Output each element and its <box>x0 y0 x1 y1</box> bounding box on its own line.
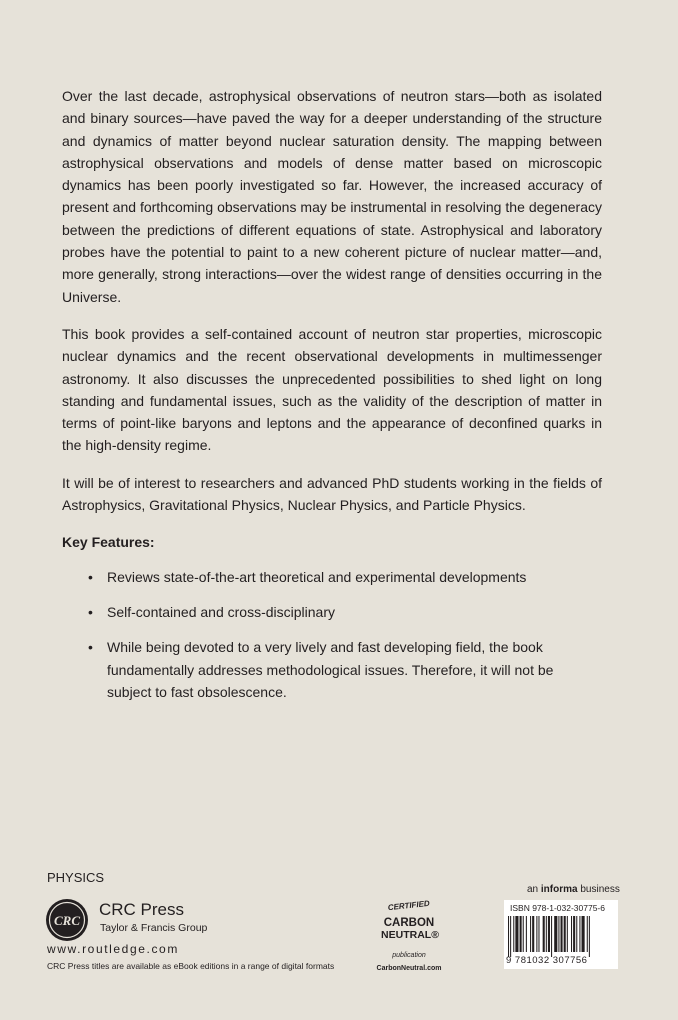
key-features-heading: Key Features: <box>62 534 155 551</box>
barcode-bar <box>523 916 524 952</box>
key-features-list <box>62 566 602 703</box>
list-item <box>62 636 577 703</box>
publisher-group: Taylor & Francis Group <box>100 922 208 934</box>
barcode-bar <box>513 916 514 952</box>
barcode-bar <box>554 916 557 952</box>
barcode-bar <box>532 916 534 952</box>
badge-top-text: CERTIFIED <box>387 898 431 913</box>
barcode-bar <box>515 916 518 952</box>
barcode-bar <box>510 916 511 957</box>
barcode-bar <box>561 916 563 952</box>
barcode-bar <box>543 916 545 952</box>
barcode-bar <box>526 916 527 952</box>
crc-logo-icon <box>45 898 89 942</box>
barcode-bar <box>567 916 568 952</box>
description-paragraph-3: It will be of interest to researchers and advanced PhD students working in the fields of Astrophysics, Gravitational Physics, Nuclear Physics, and Particle Physics. <box>62 474 602 514</box>
bullet-icon: • <box>88 568 93 585</box>
informa-suffix: business <box>577 884 620 895</box>
barcode-bar <box>551 916 552 957</box>
barcode-bar <box>587 916 588 952</box>
informa-prefix: an <box>527 884 541 895</box>
barcode-bar <box>573 916 575 952</box>
barcode-bar <box>579 916 580 952</box>
barcode-bar <box>536 916 537 952</box>
isbn-text: ISBN 978-1-032-30775-6 <box>510 903 605 913</box>
barcode-bar <box>558 916 559 952</box>
ebook-note: CRC Press titles are available as eBook editions in a range of digital formats <box>47 961 335 971</box>
barcode-bar <box>508 916 509 957</box>
feature-text: Reviews state-of-the-art theoretical and experimental developments <box>107 568 527 585</box>
feature-text: Self-contained and cross-disciplinary <box>107 603 335 620</box>
badge-bottom-text: publication <box>392 952 426 959</box>
barcode-bar <box>571 916 572 952</box>
barcode-bar <box>520 916 522 952</box>
carbon-neutral-badge-icon <box>370 892 448 976</box>
badge-url-text: CarbonNeutral.com <box>376 965 442 972</box>
subject-category: PHYSICS <box>47 870 105 885</box>
informa-business <box>527 884 620 895</box>
publisher-name: CRC Press <box>99 900 185 919</box>
barcode-bar <box>546 916 547 952</box>
description-paragraph-2: This book provides a self-contained account of neutron star properties, microscopic nuclear dynamics and the recent observational developments in multimessenger astronomy. It also discusses the unprecedented possibilities to shed light on long standing and fundamental issues, such as the validity of the description of matter in terms of point-like baryons and leptons and the appearance of deconfined quarks in the high-density regime. <box>62 325 602 454</box>
badge-line1-text: CARBON <box>383 917 435 929</box>
bullet-icon: • <box>88 639 93 656</box>
isbn-box <box>504 900 618 969</box>
barcode-bar <box>538 916 539 952</box>
feature-text: While being devoted to a very lively and fast developing field, the book fundamentally addresses methodological issues. Therefore, it will not be subject to fast obsolescence. <box>107 639 554 700</box>
barcode-bar <box>582 916 585 952</box>
barcode-icon <box>508 916 614 957</box>
back-cover-text <box>62 85 602 716</box>
barcode-bar <box>564 916 566 952</box>
bullet-icon: • <box>88 603 93 620</box>
crc-logo-text: CRC <box>53 913 81 928</box>
barcode-bar <box>548 916 550 952</box>
description-paragraph-1: Over the last decade, astrophysical observations of neutron stars—both as isolated and binary sources—have paved the way for a deeper understanding of the structure and dynamics of matter beyond nuclear saturation density. The mapping between astrophysical observations and models of dense matter based on microscopic dynamics has been poorly investigated so far. However, the increased accuracy of present and forthcoming observations may be instrumental in resolving the degeneracy between the predictions of different equations of state. Astrophysical and laboratory probes have the potential to paint to a new coherent picture of nuclear matter—and, more generally, strong interactions—over the widest range of densities occurring in the Universe. <box>62 88 602 305</box>
badge-line2-text: NEUTRAL® <box>381 929 439 941</box>
list-item <box>62 566 577 588</box>
barcode-bar <box>589 916 590 957</box>
barcode-bar <box>576 916 577 952</box>
list-item <box>62 601 577 623</box>
informa-bold: informa <box>540 884 578 895</box>
barcode-bar <box>530 916 531 952</box>
barcode-digits: 9 781032 307756 <box>506 955 588 966</box>
publisher-website: www.routledge.com <box>47 942 179 956</box>
